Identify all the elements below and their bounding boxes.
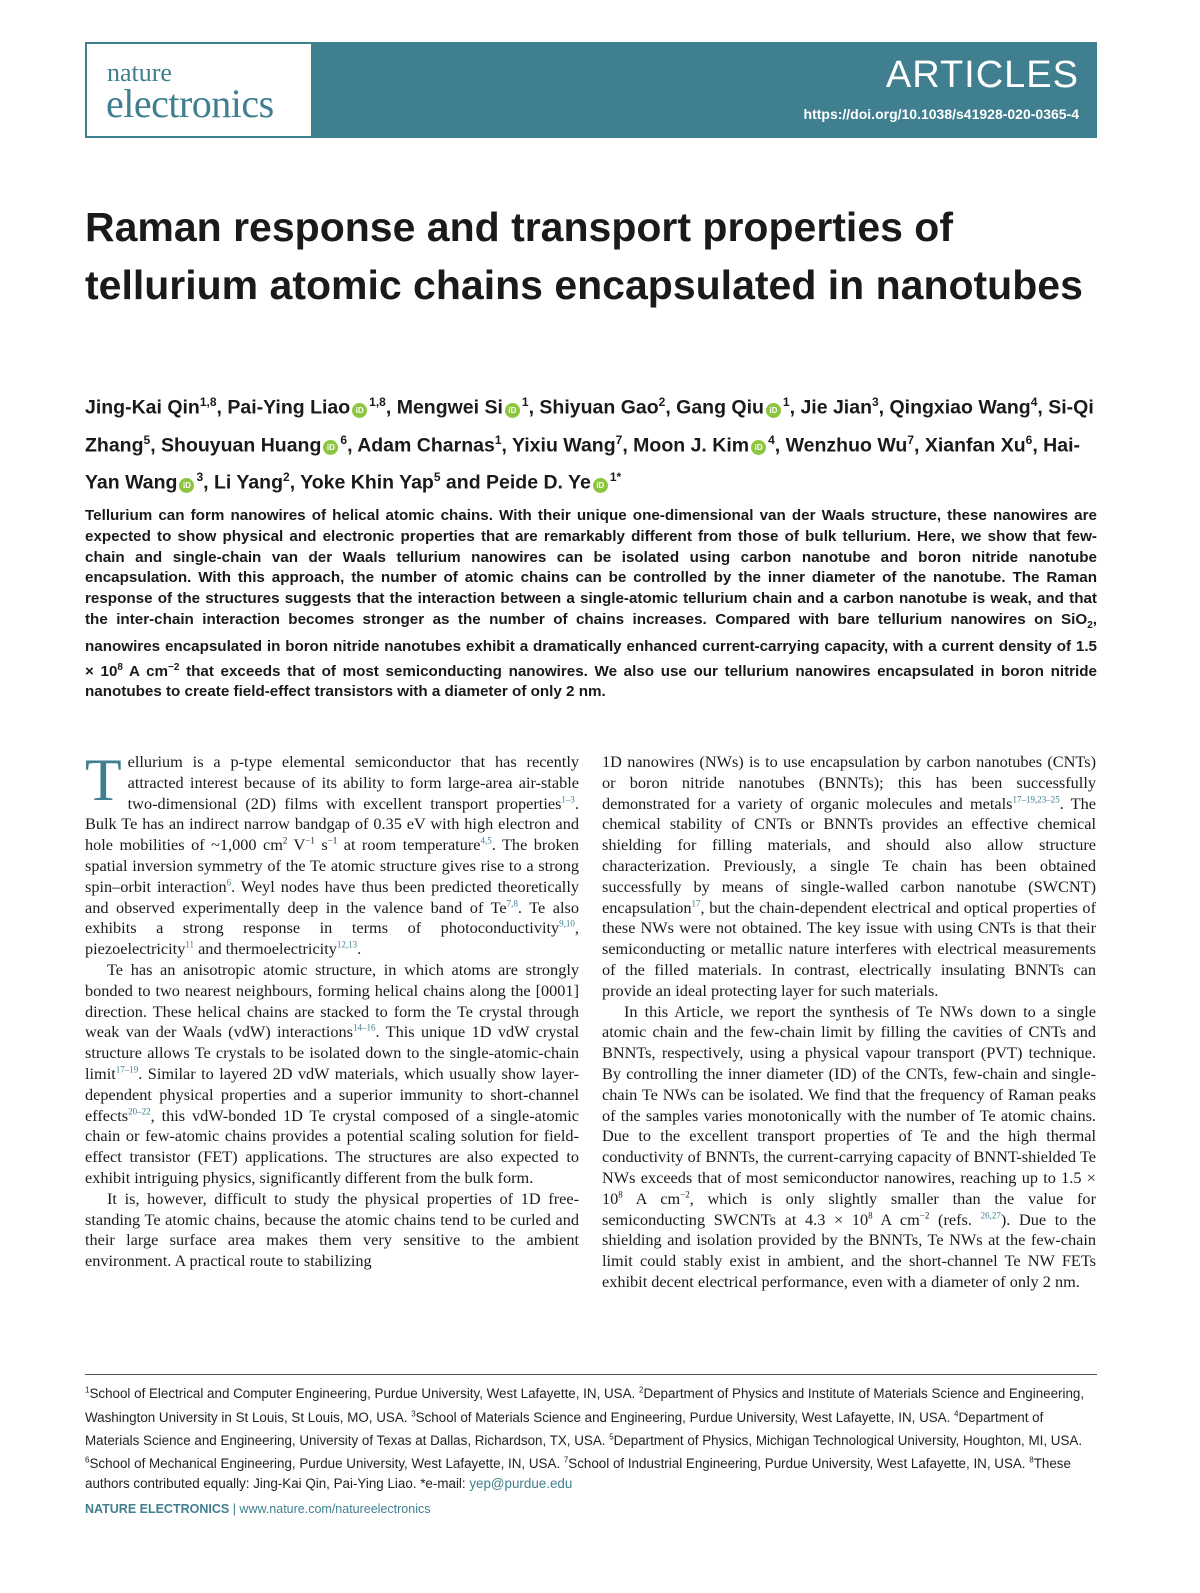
author-name[interactable]: Si-Qi Zhang xyxy=(85,396,1094,456)
affiliation-marker: 2 xyxy=(658,395,666,409)
author-name[interactable]: Adam Charnas xyxy=(357,434,495,456)
abstract: Tellurium can form nanowires of helical atomic chains. With their unique one-dimensional van der Waals structure, these nanowires are expected to show physical and electronic properties that are remarkably different from those of bulk tellurium. Here, we show that few-chain and single-chain van der Waals tellurium nanowires can be isolated using carbon nanotube and boron nitride nanotube encapsulation. With this approach, the number of atomic chains can be controlled by the inner diameter of the nanotube. The Raman response of the structures suggests that the interaction between a single-atomic tellurium chain and a carbon nanotube is weak, and that the inter-chain interaction becomes stronger as the number of chains increases. Compared with bare tellurium nanowires on SiO$_2$, nanowires encapsulated in boron nitride nanotubes exhibit a dramatically enhanced current-carrying capacity, with a current density of $1.5 \times 10^8$ A $cm^{-2}$ that exceeds that of most semiconducting nanowires. We also use our tellurium nanowires encapsulated in boron nitride nanotubes to create field-effect transistors with a diameter of only 2 nm. xyxy=(85,507,1097,701)
citation-link[interactable]: 17–19,23–25 xyxy=(1012,794,1060,805)
citation-link[interactable]: 7,8 xyxy=(506,898,518,909)
author-name[interactable]: Pai-Ying Liao xyxy=(227,396,351,419)
footnote-divider xyxy=(85,1374,1097,1375)
author-name[interactable]: Shiyuan Gao xyxy=(539,396,659,419)
author-name[interactable]: Shouyuan Huang xyxy=(161,434,322,456)
citation-link[interactable]: 12,13 xyxy=(336,939,358,950)
author-list: Jing-Kai Qin$^{1,8}$, Pai-Ying Liao iD$^{1,8}$, Mengwei Si $iD^1$, Shiyuan Gao$^2$, Gang Qiu $iD^1$, Jie Jian$^3$, Qingxiao Wang$^4$, Si-Qi Zhang$^5$, Shouyuan Huang $iD^6$, Adam Charnas$^1$, Yixiu Wang$^7$, Moon J. Kim $iD^4$, Wenzhuo Wu$^7$, Xianfan Xu$^6$, Hai-Yan Wang $iD^3$, Li Yang$^2$, Yoke Khin Yap$^5$ and Peide D. Ye $iD^{1*}$ xyxy=(85,395,1094,494)
affiliation-marker: 4 xyxy=(1030,395,1038,409)
affiliation-marker: 4 xyxy=(768,432,775,447)
email-link[interactable]: yep@purdue.edu xyxy=(469,1476,573,1492)
author-name[interactable]: Yixiu Wang xyxy=(511,434,616,456)
page-footer: NATURE ELECTRONICS | www.nature.com/natureelectronics xyxy=(85,1502,431,1516)
affiliation-marker: 6 xyxy=(340,432,348,447)
affiliation-text: School of Electrical and Computer Engineering, Purdue University, West Lafayette, IN, USA. xyxy=(89,1386,639,1402)
author-name[interactable]: Li Yang xyxy=(214,471,283,494)
citation-link[interactable]: 26,27 xyxy=(980,1210,1001,1221)
body-paragraph: Te has an anisotropic atomic structure, in which atoms are strongly bonded to two nearest neighbours, forming helical chains along the [0001] direction. These helical chains are stacked to form the Te crystal through weak van der Waals (vdW) interactions$^{14-16}$. This unique 1D vdW crystal structure allows Te crystals to be isolated down to the single-atomic-chain limit$^{17-19}$. Similar to layered 2D vdW materials, which usually show layer-dependent physical properties and a superior immunity to short-channel effects$^{20-22}$, this vdW-bonded 1D Te crystal composed of a single-atomic chain or few-atomic chains provides a potential scaling solution for field-effect transistor (FET) applications. The structures are also expected to exhibit intriguing physics, significantly different from the bulk form. xyxy=(85,959,579,1187)
affiliation-marker: 1 xyxy=(521,395,529,409)
author-name[interactable]: Peide D. Ye xyxy=(486,471,591,494)
citation-link[interactable]: 17–19 xyxy=(115,1064,139,1075)
author-name[interactable]: Mengwei Si xyxy=(396,396,503,419)
affiliation-text: School of Industrial Engineering, Purdue University, West Lafayette, IN, USA. xyxy=(568,1456,1030,1472)
body-column-right xyxy=(602,752,1096,1293)
affiliation-marker: 5 xyxy=(143,432,151,447)
orcid-icon[interactable]: iD xyxy=(593,478,608,493)
affiliation-text: Department of Physics and Institute of Materials Science and Engineering, Washington University in St Louis, St Louis, MO, USA. xyxy=(85,1386,1085,1425)
affiliation-number: 5 xyxy=(609,1432,614,1442)
author-name[interactable]: Yoke Khin Yap xyxy=(300,471,434,494)
orcid-icon[interactable]: iD xyxy=(179,478,194,493)
author-name[interactable]: Jing-Kai Qin xyxy=(85,396,200,419)
citation-link[interactable]: 4,5 xyxy=(480,835,492,846)
affiliation-number: 7 xyxy=(563,1455,569,1465)
affiliation-text: School of Mechanical Engineering, Purdue University, West Lafayette, IN, USA. xyxy=(89,1456,564,1472)
journal-logo[interactable] xyxy=(87,44,311,136)
logo-nature-text: nature xyxy=(107,58,172,87)
affiliation-marker: 1,8 xyxy=(369,395,386,409)
body-paragraph: It is, however, difficult to study the physical properties of 1D free-standing Te atomic chains, because the atomic chains tend to be curled and their large surface area makes them very sensitive to the ambient environment. A practical route to stabilizing xyxy=(85,1188,579,1271)
affiliation-marker: 7 xyxy=(615,432,623,447)
body-paragraph: In this Article, we report the synthesis of Te NWs down to a single atomic chain and the few-chain limit by filling the cavities of CNTs and BNNTs, respectively, using a physical vapour transport (PVT) technique. By controlling the inner diameter (ID) of the CNTs, few-chain and single-chain Te NWs can be isolated. We find that the frequency of Raman peaks of the samples varies monotonically with the number of Te atomic chains. Due to the excellent transport properties of Te and the high thermal conductivity of BNNTs, the current-carrying capacity of BNNT-shielded Te NWs exceeds that of most semiconductor nanowires, reaching up to $1.5 \times 10^8$ A $cm^{-2}$, which is only slightly smaller than the value for semiconducting SWCNTs at $4.3 \times 10^8$ A $cm^{-2}$ (refs. $^{26,27}$). Due to the shielding and isolation provided by the BNNTs, Te NWs at the few-chain limit could stably exist in ambient, and the short-channel Te NW FETs exhibit decent electrical performance, even with a diameter of only 2 nm. xyxy=(602,1001,1096,1291)
body-column-left xyxy=(85,747,579,1272)
citation-link[interactable]: 20–22 xyxy=(128,1106,151,1117)
citation-link[interactable]: 11 xyxy=(185,939,195,950)
orcid-icon[interactable]: iD xyxy=(751,440,766,455)
article-title: Raman response and transport properties of tellurium atomic chains encapsulated in nanotubes xyxy=(85,204,1083,308)
citation-link[interactable]: 14–16 xyxy=(353,1022,376,1033)
masthead xyxy=(85,42,1097,138)
citation-link[interactable]: 6 xyxy=(226,877,232,888)
affiliation-marker: 2 xyxy=(283,470,290,484)
affiliation-marker: 1* xyxy=(609,470,622,484)
section-label: ARTICLES xyxy=(885,54,1079,96)
author-name[interactable]: Moon J. Kim xyxy=(633,434,750,456)
affiliation-marker: 5 xyxy=(433,470,441,484)
orcid-icon[interactable]: iD xyxy=(323,440,338,455)
affiliation-number: 1 xyxy=(85,1386,90,1395)
author-name[interactable]: Gang Qiu xyxy=(676,396,764,419)
affiliation-number: 4 xyxy=(954,1409,959,1419)
affiliation-text: Department of Physics, Michigan Technological University, Houghton, MI, USA. xyxy=(613,1433,1083,1448)
affiliation-text: School of Materials Science and Engineering, Purdue University, West Lafayette, IN, USA. xyxy=(415,1409,955,1425)
citation-link[interactable]: 1–3 xyxy=(561,794,575,805)
affiliation-marker: 3 xyxy=(196,470,204,484)
orcid-icon[interactable]: iD xyxy=(766,403,781,418)
affiliation-number: 6 xyxy=(85,1455,90,1465)
affiliation-number: 3 xyxy=(411,1409,416,1419)
author-name[interactable]: Jie Jian xyxy=(800,396,872,419)
footer-url-link[interactable]: www.nature.com/natureelectronics xyxy=(239,1502,431,1516)
footer-journal: NATURE ELECTRONICS xyxy=(85,1502,230,1516)
body-paragraph: Tellurium is a p-type elemental semiconductor that has recently attracted interest because of its ability to form large-area air-stable two-dimensional (2D) films with excellent transport properties$^{1-3}$. Bulk Te has an indirect narrow bandgap of 0.35 eV with high electron and hole mobilities of ~1,000 $cm^2$ $V^{-1}$ $s^{-1}$ at room temperature$^{4,5}$. The broken spatial inversion symmetry of the Te atomic structure gives rise to a strong spin–orbit interaction$^6$. Weyl nodes have thus been predicted theoretically and observed experimentally deep in the valence band of Te$^{7,8}$. Te also exhibits a strong response in terms of photoconductivity$^{9,10}$, piezoelectricity$^{11}$ and thermoelectricity$^{12,13}$. xyxy=(85,747,579,959)
affiliation-marker: 3 xyxy=(871,395,879,409)
drop-cap: T xyxy=(85,747,122,813)
author-name[interactable]: Qingxiao Wang xyxy=(889,396,1031,419)
affiliation-text: These authors contributed equally: Jing-Kai Qin, Pai-Ying Liao. xyxy=(85,1456,1071,1492)
author-name[interactable]: Wenzhuo Wu xyxy=(785,434,908,456)
doi-link[interactable]: https://doi.org/10.1038/s41928-020-0365-4 xyxy=(803,106,1079,122)
affiliation-text: Department of Materials Science and Engineering, University of Texas at Dallas, Richardson, TX, USA. xyxy=(85,1409,1044,1448)
affiliation-number: 8 xyxy=(1029,1455,1034,1465)
author-name[interactable]: Xianfan Xu xyxy=(924,434,1026,456)
affiliations: $^1$School of Electrical and Computer Engineering, Purdue University, West Lafayette, IN, USA. $^2$Department of Physics and Institute of Materials Science and Engineering, Washington University in St Louis, St Louis, MO, USA. $^3$School of Materials Science and Engineering, Purdue University, West Lafayette, IN, USA. $^4$Department of Materials Science and Engineering, University of Texas at Dallas, Richardson, TX, USA. $^5$Department of Physics, Michigan Technological University, Houghton, MI, USA. $^6$School of Mechanical Engineering, Purdue University, West Lafayette, IN, USA. $^7$School of Industrial Engineering, Purdue University, West Lafayette, IN, USA. $^8$These authors contributed equally: Jing-Kai Qin, Pai-Ying Liao. *e-mail: yep@purdue.edu xyxy=(85,1386,1085,1492)
affiliation-marker: 1 xyxy=(782,395,790,409)
affiliation-marker: 1,8 xyxy=(199,395,217,409)
logo-electronics-text: electronics xyxy=(106,81,274,126)
affiliation-marker: 6 xyxy=(1025,432,1033,447)
orcid-icon[interactable]: iD xyxy=(505,403,520,418)
body-paragraph: 1D nanowires (NWs) is to use encapsulation by carbon nanotubes (CNTs) or boron nitride nanotubes (BNNTs); this has been successfully demonstrated for a variety of organic molecules and metals$^{17-19,23-25}$. The chemical stability of CNTs or BNNTs provides an effective chemical shielding for filling materials, and should also allow structure characterization. Previously, a single Te chain has been obtained successfully by means of single-walled carbon nanotube (SWCNT) encapsulation$^{17}$, but the chain-dependent electrical and optical properties of these NWs were not obtained. The key issue with using CNTs is that their semiconducting or metallic nature interferes with electrical measurements of the filled materials. In contrast, electrically insulating BNNTs can provide an ideal protecting layer for such materials. xyxy=(602,752,1096,1000)
author-name[interactable]: Hai-Yan Wang xyxy=(85,434,1080,494)
affiliation-marker: 7 xyxy=(907,432,914,447)
affiliation-number: 2 xyxy=(638,1386,644,1395)
citation-link[interactable]: 9,10 xyxy=(559,918,575,929)
affiliation-marker: 1 xyxy=(494,432,502,447)
citation-link[interactable]: 17 xyxy=(691,898,701,909)
orcid-icon[interactable]: iD xyxy=(352,403,367,418)
